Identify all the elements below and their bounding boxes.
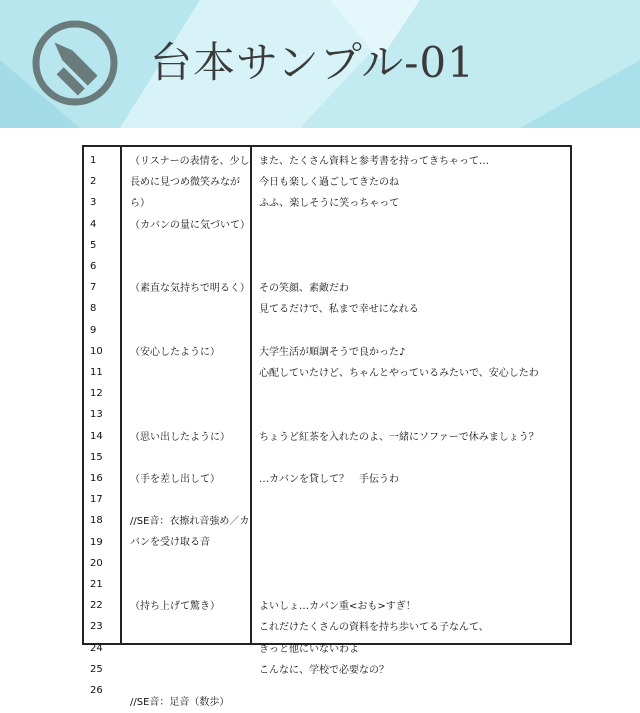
script-table: [82, 145, 572, 708]
line-number: 2: [90, 176, 97, 188]
line-number: 21: [90, 579, 103, 590]
line-number: 15: [90, 451, 103, 463]
stage-direction: （手を差し出して）: [130, 474, 220, 485]
dialogue-line: 見てるだけで、私まで幸せになれる: [259, 304, 419, 316]
line-number: 17: [90, 494, 103, 506]
page-title: 台本サンプル-01: [150, 38, 475, 87]
line-number: 23: [90, 621, 103, 633]
dialogue-line: 大学生活が順調そうで良かった♪: [259, 346, 406, 358]
line-number: 3: [90, 197, 97, 209]
dialogue-line: こんなに、学校で必要なの？: [259, 664, 389, 676]
stage-direction: （思い出したように）: [130, 431, 230, 443]
line-number: 18: [90, 515, 103, 527]
dialogue-line: きっと他にいないわよ: [259, 643, 359, 655]
line-number: 16: [90, 473, 103, 484]
dialogue-line: …カバンを貸して？ 手伝うわ: [259, 474, 399, 485]
line-number: 22: [90, 600, 103, 612]
column-divider: [250, 147, 252, 643]
stage-direction: //SE音：足音（数歩）: [130, 696, 230, 708]
line-number: 8: [90, 303, 97, 315]
dialogue-line: 今日も楽しく過ごしてきたのね: [259, 177, 399, 189]
dialogue-line: 心配していたけど、ちゃんとやっているみたいで、安心したわ: [259, 368, 539, 379]
stage-direction: （カバンの量に気づいて）: [130, 219, 250, 231]
stage-direction: （素直な気持ちで明るく）: [130, 283, 250, 295]
line-number: 7: [90, 282, 97, 294]
dialogue-line: ちょうど紅茶を入れたのよ、一緒にソファーで休みましょう？: [259, 431, 539, 443]
line-number: 12: [90, 388, 103, 400]
line-number: 14: [90, 430, 103, 442]
pencil-icon: [30, 18, 120, 108]
line-number: 25: [90, 663, 103, 675]
dialogue-line: その笑顔、素敵だわ: [259, 283, 349, 295]
header-banner: [0, 0, 640, 128]
column-divider: [120, 147, 122, 643]
stage-direction: //SE音：衣擦れ音強め／カバンを受け取る音: [130, 516, 250, 549]
line-number: 4: [90, 218, 97, 230]
line-number: 11: [90, 367, 103, 378]
stage-direction: （持ち上げて驚き）: [130, 601, 220, 613]
stage-direction: （リスナーの表情を、少し長めに見つめ微笑みながら）: [130, 156, 250, 209]
line-number: 13: [90, 409, 103, 421]
stage-direction: （安心したように）: [130, 346, 220, 358]
line-number: 5: [90, 239, 97, 251]
line-number: 9: [90, 324, 97, 336]
line-number: 6: [90, 261, 97, 272]
line-number: 26: [90, 685, 103, 696]
dialogue-line: ふふ、楽しそうに笑っちゃって: [259, 198, 400, 210]
line-number: 19: [90, 536, 103, 548]
dialogue-line: よいしょ…カバン重<おも>すぎ！: [259, 601, 416, 613]
line-number: 20: [90, 557, 103, 569]
line-number: 24: [90, 642, 103, 654]
line-number: 10: [90, 345, 103, 357]
dialogue-line: これだけたくさんの資料を持ち歩いてる子なんて、: [259, 622, 489, 634]
line-number: 1: [90, 155, 97, 166]
dialogue-line: また、たくさん資料と参考書を持ってきちゃって…: [259, 156, 489, 167]
